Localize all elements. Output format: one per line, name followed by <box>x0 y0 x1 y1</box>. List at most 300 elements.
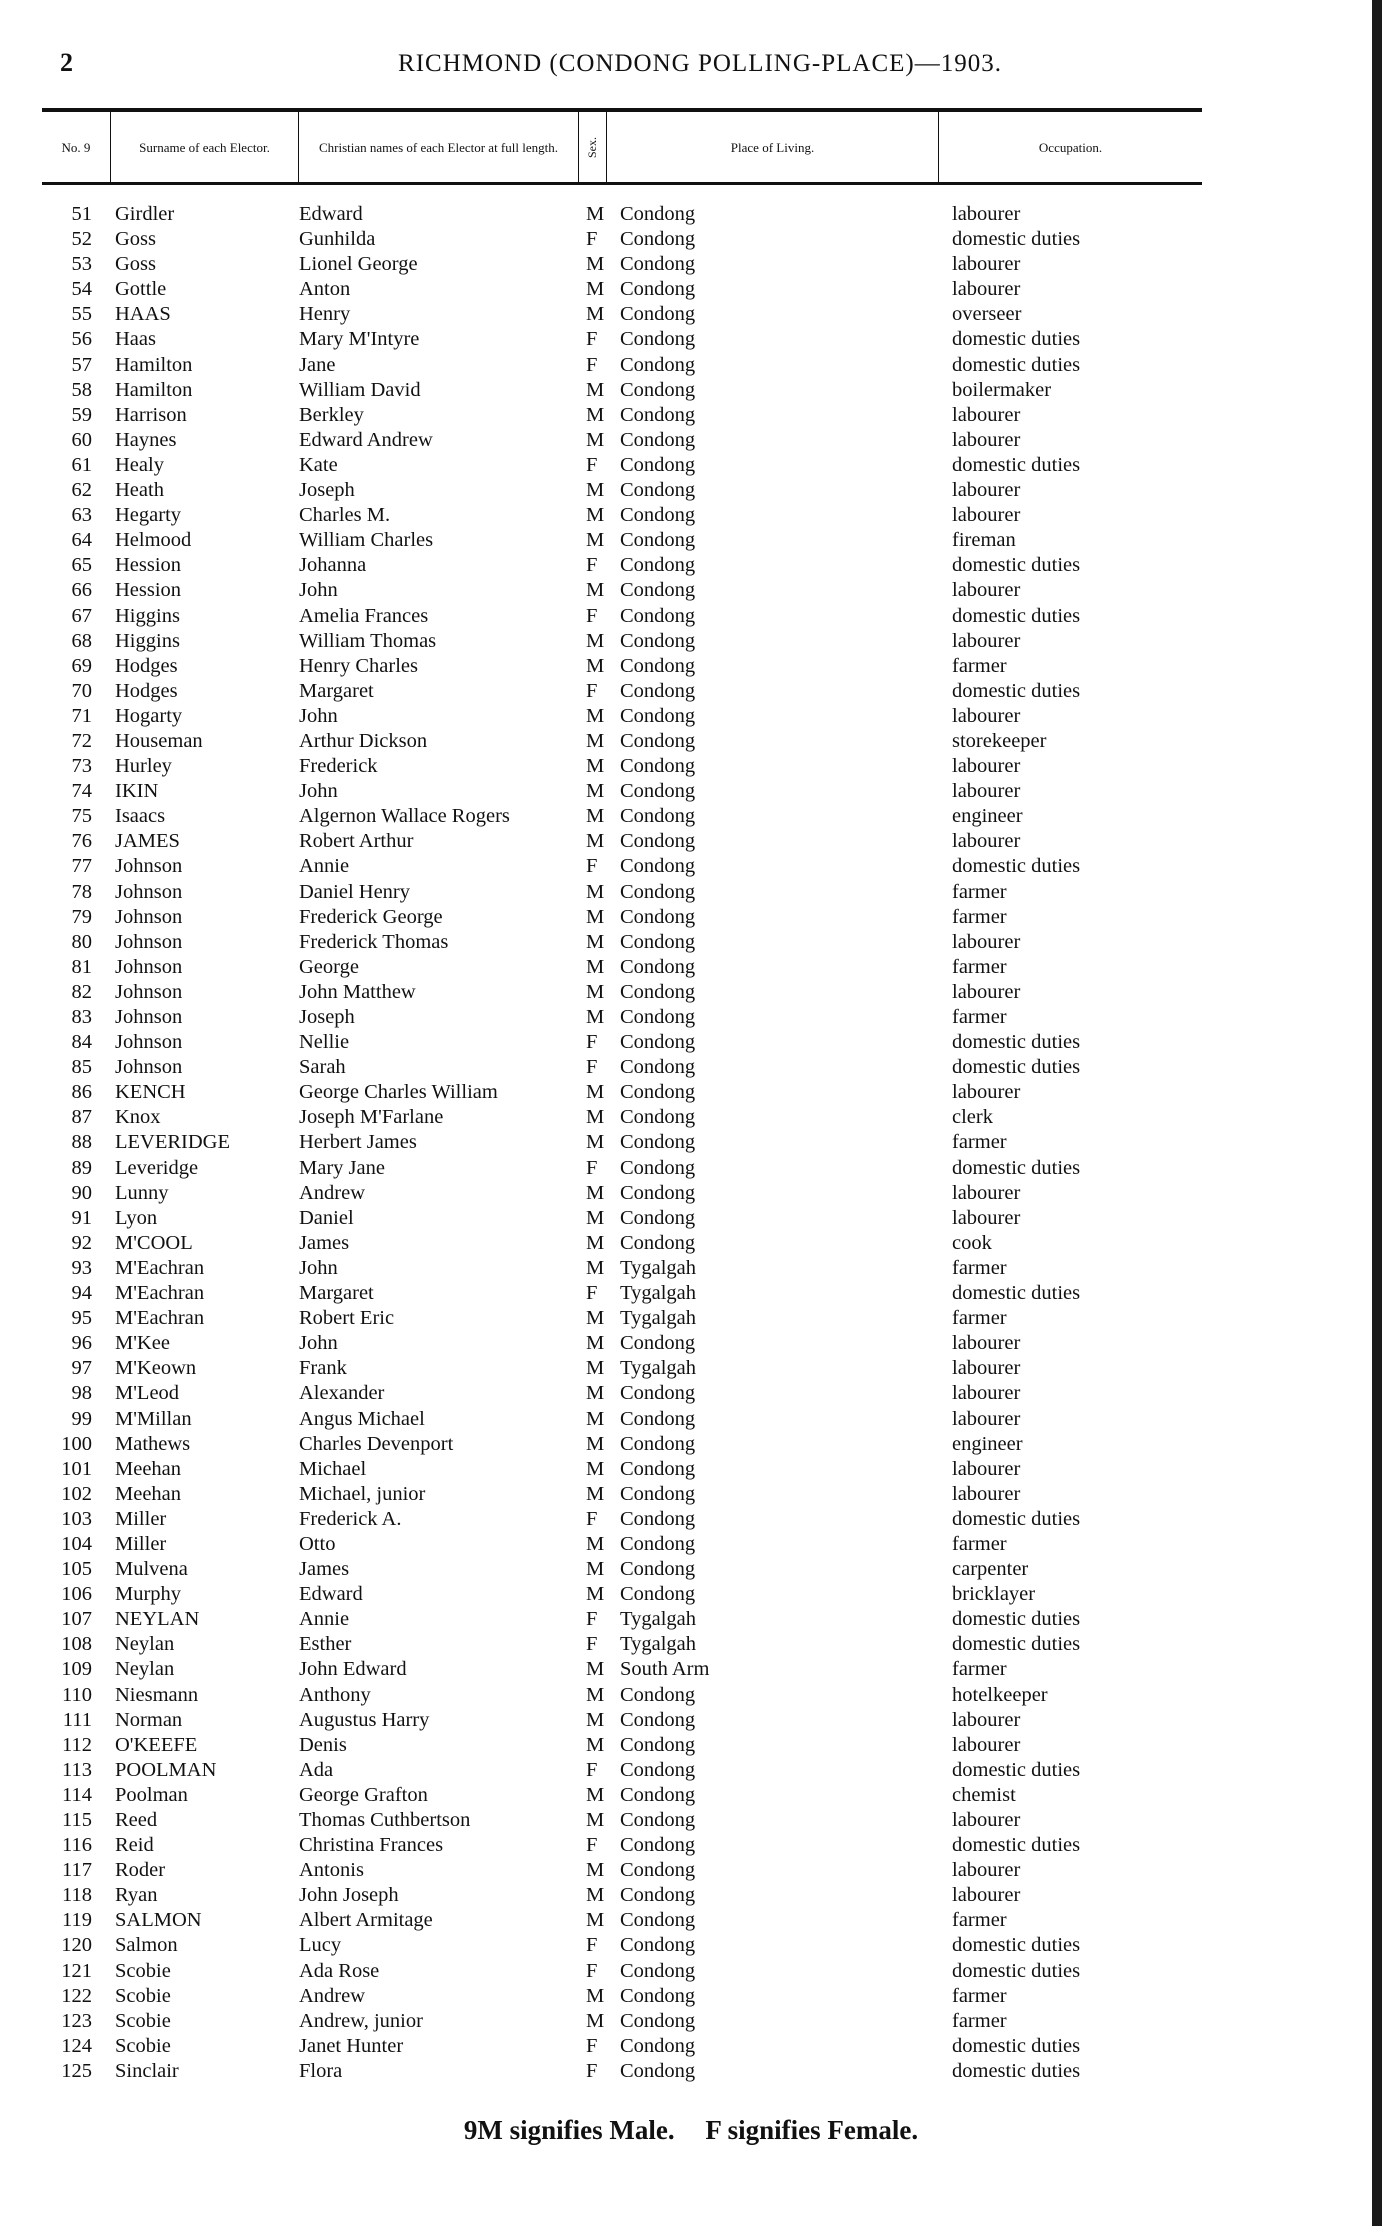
elector-surname: Johnson <box>115 905 183 928</box>
elector-number: 85 <box>71 1056 92 1079</box>
elector-number: 84 <box>71 1031 92 1054</box>
elector-sex: M <box>586 1783 605 1806</box>
table-row <box>42 1883 1202 1908</box>
table-row <box>42 1783 1202 1808</box>
elector-christian-names: Frederick <box>299 755 378 778</box>
elector-number: 82 <box>71 980 92 1003</box>
elector-number: 88 <box>71 1131 92 1154</box>
elector-occupation: labourer <box>952 755 1021 778</box>
elector-surname: Johnson <box>115 1006 183 1028</box>
elector-place: Condong <box>620 1031 696 1054</box>
elector-christian-names: William Charles <box>299 529 434 552</box>
elector-surname: Hamilton <box>115 378 193 401</box>
elector-number: 108 <box>61 1633 92 1656</box>
elector-number: 51 <box>71 203 92 225</box>
elector-number: 101 <box>61 1457 92 1480</box>
elector-place: Condong <box>620 328 696 351</box>
elector-occupation: labourer <box>952 704 1021 727</box>
elector-place: Condong <box>620 1809 696 1831</box>
elector-christian-names: John <box>299 780 338 803</box>
elector-sex: F <box>586 1156 598 1179</box>
elector-christian-names: Jane <box>299 353 336 376</box>
table-row <box>42 553 1202 578</box>
table-row <box>42 1231 1202 1256</box>
table-row <box>42 729 1202 754</box>
elector-number: 81 <box>71 955 92 978</box>
elector-number: 111 <box>62 1708 92 1731</box>
elector-occupation: carpenter <box>952 1558 1029 1581</box>
elector-sex: M <box>586 704 605 727</box>
elector-place: Condong <box>620 704 696 727</box>
table-row <box>42 403 1202 428</box>
elector-christian-names: Anthony <box>299 1683 371 1706</box>
elector-christian-names: Kate <box>299 453 338 476</box>
elector-christian-names: Mary Jane <box>299 1156 385 1179</box>
elector-christian-names: Augustus Harry <box>299 1708 430 1731</box>
elector-place: Condong <box>620 529 696 552</box>
elector-surname: Hodges <box>115 679 178 702</box>
elector-number: 100 <box>61 1432 92 1455</box>
elector-christian-names: John Edward <box>299 1658 407 1681</box>
elector-occupation: domestic duties <box>952 1031 1081 1054</box>
elector-christian-names: William David <box>299 378 421 401</box>
table-row <box>42 1256 1202 1281</box>
elector-occupation: labourer <box>952 428 1021 451</box>
elector-sex: F <box>586 328 598 351</box>
elector-place: Condong <box>620 228 696 251</box>
elector-occupation: domestic duties <box>952 1056 1081 1079</box>
table-row <box>42 905 1202 930</box>
elector-sex: F <box>586 1507 598 1530</box>
footer-legend <box>0 2115 1382 2146</box>
table-row <box>42 854 1202 879</box>
table-row <box>42 1833 1202 1858</box>
table-row <box>42 277 1202 302</box>
elector-sex: M <box>586 1357 605 1380</box>
elector-number: 76 <box>71 830 92 853</box>
elector-number: 62 <box>71 479 92 502</box>
elector-occupation: labourer <box>952 1332 1021 1355</box>
elector-number: 95 <box>71 1307 92 1330</box>
elector-christian-names: Andrew, junior <box>299 2009 423 2032</box>
elector-christian-names: Algernon Wallace Rogers <box>299 805 510 828</box>
elector-surname: Ryan <box>115 1884 158 1907</box>
table-row <box>42 1457 1202 1482</box>
table-row <box>42 528 1202 553</box>
elector-place: Condong <box>620 378 696 401</box>
elector-christian-names: Antonis <box>299 1859 364 1882</box>
elector-number: 66 <box>71 579 92 602</box>
elector-sex: M <box>586 1231 605 1254</box>
elector-christian-names: Gunhilda <box>299 228 376 251</box>
elector-place: Condong <box>620 1959 696 1982</box>
legend-female: F signifies Female. <box>705 2115 919 2145</box>
elector-occupation: domestic duties <box>952 2034 1081 2057</box>
elector-surname: Hodges <box>115 654 178 677</box>
elector-surname: Johnson <box>115 1031 183 1054</box>
elector-sex: M <box>586 729 605 752</box>
elector-sex: F <box>586 453 598 476</box>
elector-place: Condong <box>620 554 696 577</box>
elector-surname: Johnson <box>115 930 183 953</box>
elector-christian-names: Edward <box>299 203 363 225</box>
elector-christian-names: John <box>299 1256 338 1279</box>
elector-sex: M <box>586 830 605 853</box>
elector-number: 104 <box>61 1532 92 1555</box>
elector-sex: M <box>586 805 605 828</box>
elector-place: Condong <box>620 479 696 502</box>
elector-place: Condong <box>620 1156 696 1179</box>
elector-christian-names: Denis <box>299 1733 347 1756</box>
elector-number: 57 <box>71 353 92 376</box>
elector-occupation: labourer <box>952 253 1021 276</box>
elector-number: 74 <box>71 780 92 803</box>
elector-occupation: labourer <box>952 403 1021 426</box>
elector-sex: M <box>586 1206 605 1229</box>
elector-place: Condong <box>620 604 696 627</box>
elector-surname: Helmood <box>115 529 192 552</box>
elector-occupation: domestic duties <box>952 228 1081 251</box>
elector-christian-names: Joseph <box>299 1006 355 1028</box>
elector-surname: M'COOL <box>115 1231 193 1254</box>
elector-surname: M'Keown <box>115 1357 197 1380</box>
elector-surname: Niesmann <box>115 1683 199 1706</box>
elector-place: Condong <box>620 1432 696 1455</box>
elector-number: 63 <box>71 504 92 527</box>
elector-surname: Hegarty <box>115 504 182 527</box>
elector-surname: Miller <box>115 1507 167 1530</box>
elector-sex: M <box>586 1733 605 1756</box>
elector-sex: M <box>586 1332 605 1355</box>
table-row <box>42 1607 1202 1632</box>
elector-christian-names: James <box>299 1558 350 1581</box>
elector-number: 73 <box>71 755 92 778</box>
table-row <box>42 1055 1202 1080</box>
elector-number: 124 <box>61 2034 92 2057</box>
elector-number: 113 <box>62 1758 92 1781</box>
elector-christian-names: Berkley <box>299 403 364 426</box>
elector-sex: M <box>586 1081 605 1104</box>
elector-occupation: labourer <box>952 1081 1021 1104</box>
elector-sex: M <box>586 1256 605 1279</box>
elector-number: 87 <box>71 1106 92 1129</box>
elector-number: 115 <box>62 1809 92 1831</box>
elector-surname: Haas <box>115 328 156 351</box>
table-row <box>42 2059 1202 2084</box>
elector-number: 77 <box>71 855 92 878</box>
elector-place: Tygalgah <box>620 1282 696 1305</box>
elector-christian-names: Albert Armitage <box>299 1909 433 1932</box>
elector-number: 61 <box>71 453 92 476</box>
elector-sex: M <box>586 1006 605 1028</box>
elector-place: Condong <box>620 1984 696 2007</box>
elector-occupation: farmer <box>952 955 1007 978</box>
elector-surname: Johnson <box>115 955 183 978</box>
elector-sex: F <box>586 2059 598 2082</box>
elector-surname: Goss <box>115 228 157 251</box>
elector-surname: Hurley <box>115 755 172 778</box>
elector-number: 72 <box>71 729 92 752</box>
elector-sex: M <box>586 504 605 527</box>
elector-sex: M <box>586 755 605 778</box>
elector-sex: M <box>586 780 605 803</box>
elector-surname: KENCH <box>115 1081 186 1104</box>
elector-christian-names: George Charles William <box>299 1081 498 1104</box>
electors-list <box>42 202 1202 2084</box>
elector-number: 117 <box>62 1859 92 1882</box>
elector-number: 125 <box>61 2059 92 2082</box>
elector-occupation: labourer <box>952 1482 1021 1505</box>
elector-place: Condong <box>620 1081 696 1104</box>
table-row <box>42 1080 1202 1105</box>
elector-surname: Hession <box>115 554 182 577</box>
elector-sex: M <box>586 479 605 502</box>
table-row <box>42 930 1202 955</box>
elector-number: 122 <box>61 1984 92 2007</box>
elector-sex: F <box>586 228 598 251</box>
elector-christian-names: John <box>299 579 338 602</box>
elector-christian-names: John Joseph <box>299 1884 399 1907</box>
elector-place: Condong <box>620 930 696 953</box>
table-row <box>42 1959 1202 1984</box>
elector-place: Condong <box>620 1558 696 1581</box>
elector-christian-names: Robert Eric <box>299 1307 395 1330</box>
elector-occupation: labourer <box>952 629 1021 652</box>
elector-christian-names: Esther <box>299 1633 352 1656</box>
table-row <box>42 779 1202 804</box>
elector-number: 98 <box>71 1382 92 1405</box>
elector-occupation: farmer <box>952 905 1007 928</box>
elector-surname: M'Eachran <box>115 1282 205 1305</box>
elector-sex: M <box>586 980 605 1003</box>
table-row <box>42 1808 1202 1833</box>
elector-christian-names: John <box>299 704 338 727</box>
elector-place: Condong <box>620 1056 696 1079</box>
elector-occupation: labourer <box>952 1357 1021 1380</box>
elector-place: Condong <box>620 955 696 978</box>
elector-christian-names: Charles M. <box>299 504 391 527</box>
elector-place: Condong <box>620 830 696 853</box>
elector-christian-names: John Matthew <box>299 980 416 1003</box>
table-row <box>42 1130 1202 1155</box>
elector-occupation: bricklayer <box>952 1583 1036 1606</box>
elector-christian-names: Flora <box>299 2059 343 2082</box>
elector-place: Condong <box>620 303 696 326</box>
elector-surname: Houseman <box>115 729 203 752</box>
elector-surname: Goss <box>115 253 157 276</box>
elector-sex: M <box>586 278 605 301</box>
elector-number: 79 <box>71 905 92 928</box>
elector-occupation: labourer <box>952 780 1021 803</box>
elector-christian-names: Mary M'Intyre <box>299 328 420 351</box>
table-row <box>42 428 1202 453</box>
elector-sex: M <box>586 1984 605 2007</box>
elector-sex: M <box>586 203 605 225</box>
elector-place: Condong <box>620 1131 696 1154</box>
elector-christian-names: Annie <box>299 855 350 878</box>
elector-christian-names: Daniel <box>299 1206 354 1229</box>
table-row <box>42 353 1202 378</box>
table-row <box>42 1657 1202 1682</box>
elector-sex: M <box>586 1407 605 1430</box>
elector-occupation: farmer <box>952 2009 1007 2032</box>
elector-christian-names: James <box>299 1231 350 1254</box>
elector-christian-names: Andrew <box>299 1181 366 1204</box>
elector-surname: Knox <box>115 1106 161 1129</box>
elector-sex: M <box>586 579 605 602</box>
elector-christian-names: Annie <box>299 1608 350 1631</box>
page-title: RICHMOND (CONDONG POLLING-PLACE)—1903. <box>398 50 1002 77</box>
elector-place: Condong <box>620 729 696 752</box>
elector-number: 96 <box>71 1332 92 1355</box>
elector-number: 102 <box>61 1482 92 1505</box>
page-number: 2 <box>60 48 73 77</box>
elector-occupation: domestic duties <box>952 554 1081 577</box>
elector-christian-names: Lucy <box>299 1934 342 1957</box>
elector-surname: Harrison <box>115 403 187 426</box>
elector-occupation: domestic duties <box>952 2059 1081 2082</box>
elector-sex: M <box>586 303 605 326</box>
elector-surname: Mathews <box>115 1432 191 1455</box>
elector-sex: F <box>586 1056 598 1079</box>
elector-christian-names: Alexander <box>299 1382 385 1405</box>
table-row <box>42 1181 1202 1206</box>
column-header-sex-cell <box>578 112 606 182</box>
table-row <box>42 1005 1202 1030</box>
elector-surname: SALMON <box>115 1909 202 1932</box>
elector-surname: Sinclair <box>115 2059 179 2082</box>
elector-number: 109 <box>61 1658 92 1681</box>
elector-sex: F <box>586 855 598 878</box>
table-row <box>42 503 1202 528</box>
elector-surname: IKIN <box>115 780 159 803</box>
elector-number: 78 <box>71 880 92 903</box>
elector-sex: M <box>586 1131 605 1154</box>
elector-place: Tygalgah <box>620 1608 696 1631</box>
elector-surname: Miller <box>115 1532 167 1555</box>
elector-sex: M <box>586 1884 605 1907</box>
elector-surname: M'Leod <box>115 1382 180 1405</box>
elector-number: 91 <box>71 1206 92 1229</box>
elector-surname: Roder <box>115 1859 166 1882</box>
elector-occupation: labourer <box>952 1809 1021 1831</box>
elector-place: Condong <box>620 1532 696 1555</box>
elector-christian-names: Charles Devenport <box>299 1432 454 1455</box>
elector-sex: M <box>586 378 605 401</box>
elector-surname: Scobie <box>115 1959 171 1982</box>
table-row <box>42 880 1202 905</box>
elector-christian-names: Andrew <box>299 1984 366 2007</box>
elector-place: Condong <box>620 755 696 778</box>
elector-christian-names: Amelia Frances <box>299 604 429 627</box>
elector-christian-names: Ada <box>299 1758 334 1781</box>
elector-sex: M <box>586 1457 605 1480</box>
elector-occupation: labourer <box>952 479 1021 502</box>
elector-number: 116 <box>62 1834 92 1857</box>
table-row <box>42 1507 1202 1532</box>
elector-surname: Hamilton <box>115 353 193 376</box>
table-row <box>42 1683 1202 1708</box>
elector-place: Condong <box>620 2059 696 2082</box>
elector-sex: F <box>586 353 598 376</box>
elector-number: 55 <box>71 303 92 326</box>
elector-christian-names: Otto <box>299 1532 336 1555</box>
elector-surname: Reed <box>115 1809 158 1831</box>
elector-place: Condong <box>620 1758 696 1781</box>
elector-surname: Isaacs <box>115 805 166 828</box>
table-row <box>42 704 1202 729</box>
table-row <box>42 1306 1202 1331</box>
elector-surname: JAMES <box>115 830 180 853</box>
table-row <box>42 453 1202 478</box>
elector-place: Condong <box>620 1206 696 1229</box>
table-row <box>42 754 1202 779</box>
elector-surname: Johnson <box>115 880 183 903</box>
elector-occupation: farmer <box>952 1131 1007 1154</box>
elector-number: 71 <box>71 704 92 727</box>
elector-surname: Scobie <box>115 2009 171 2032</box>
table-row <box>42 829 1202 854</box>
elector-christian-names: Henry Charles <box>299 654 418 677</box>
column-header-christian-names: Christian names of each Elector at full length. <box>298 112 578 182</box>
elector-sex: F <box>586 1031 598 1054</box>
elector-occupation: farmer <box>952 1307 1007 1330</box>
elector-sex: M <box>586 1658 605 1681</box>
elector-sex: M <box>586 1482 605 1505</box>
elector-place: Condong <box>620 504 696 527</box>
elector-christian-names: Frederick George <box>299 905 443 928</box>
elector-sex: M <box>586 930 605 953</box>
table-row <box>42 1557 1202 1582</box>
table-row <box>42 1933 1202 1958</box>
table-row <box>42 1908 1202 1933</box>
elector-place: Condong <box>620 1181 696 1204</box>
elector-number: 105 <box>61 1558 92 1581</box>
elector-occupation: engineer <box>952 1432 1023 1455</box>
elector-surname: Girdler <box>115 203 175 225</box>
elector-surname: Gottle <box>115 278 167 301</box>
elector-place: Condong <box>620 880 696 903</box>
elector-sex: F <box>586 554 598 577</box>
column-header-place: Place of Living. <box>606 112 938 182</box>
elector-surname: M'Eachran <box>115 1307 205 1330</box>
elector-sex: M <box>586 955 605 978</box>
elector-occupation: farmer <box>952 1006 1007 1028</box>
elector-occupation: labourer <box>952 203 1021 225</box>
elector-sex: F <box>586 1608 598 1631</box>
elector-place: Tygalgah <box>620 1633 696 1656</box>
table-row <box>42 1432 1202 1457</box>
column-header-occupation: Occupation. <box>938 112 1202 182</box>
elector-occupation: cook <box>952 1231 992 1254</box>
table-header <box>42 108 1202 185</box>
elector-christian-names: Ada Rose <box>299 1959 380 1982</box>
table-row <box>42 1758 1202 1783</box>
elector-place: Tygalgah <box>620 1357 696 1380</box>
table-row <box>42 604 1202 629</box>
elector-occupation: labourer <box>952 278 1021 301</box>
table-row <box>42 1331 1202 1356</box>
elector-occupation: domestic duties <box>952 1834 1081 1857</box>
page-edge <box>1372 0 1382 2226</box>
elector-place: Condong <box>620 2034 696 2057</box>
elector-sex: M <box>586 1558 605 1581</box>
elector-sex: M <box>586 1307 605 1330</box>
elector-occupation: labourer <box>952 1382 1021 1405</box>
elector-surname: HAAS <box>115 303 171 326</box>
table-row <box>42 1708 1202 1733</box>
elector-occupation: labourer <box>952 1708 1021 1731</box>
